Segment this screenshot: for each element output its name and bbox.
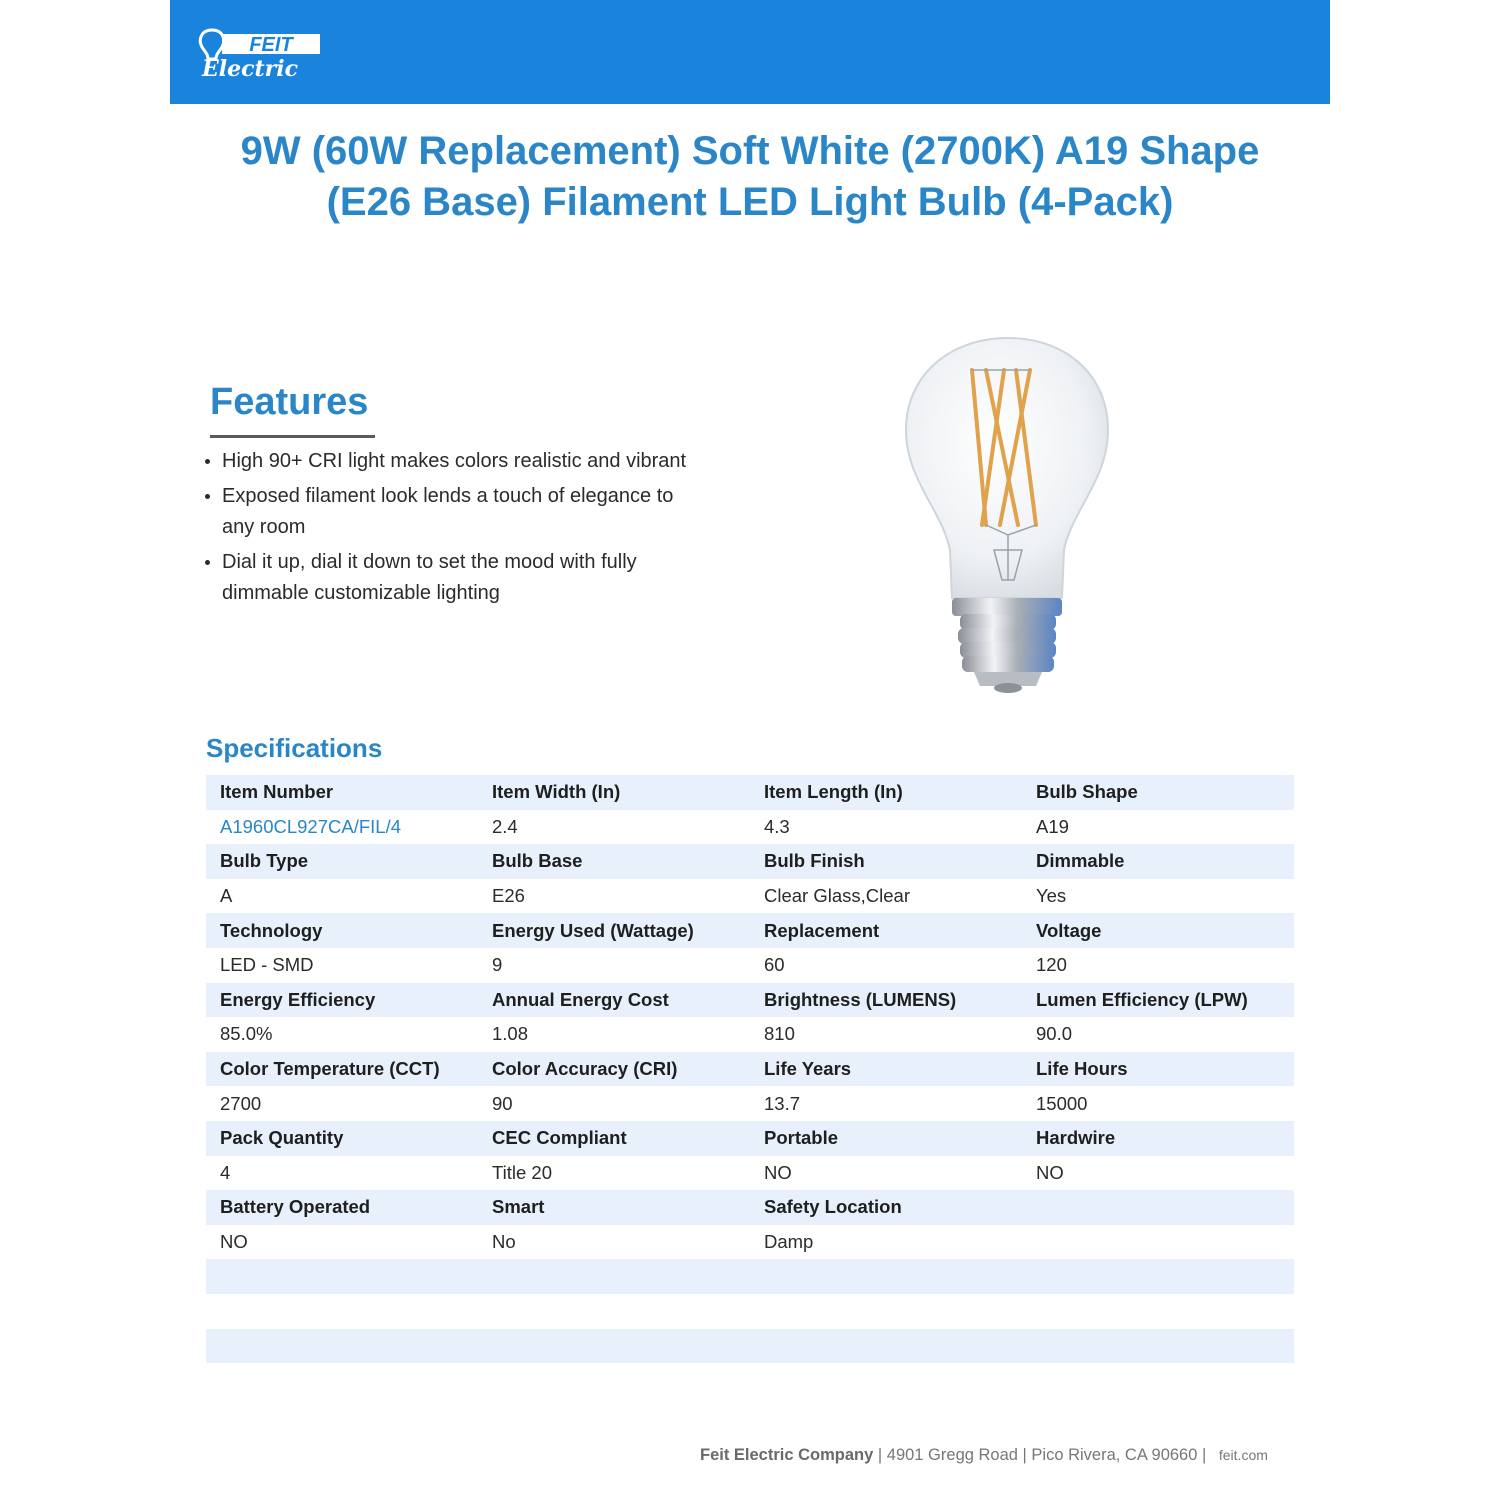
spec-label: Battery Operated [206, 1190, 478, 1225]
spec-value: 2700 [206, 1086, 478, 1121]
spec-value: 2.4 [478, 810, 750, 845]
spec-value: NO [206, 1225, 478, 1260]
footer-website-link[interactable]: feit.com [1218, 1447, 1268, 1463]
svg-text:Electric: Electric [202, 56, 299, 82]
spec-label-row [206, 1121, 1294, 1156]
spec-empty-row [206, 1329, 1294, 1364]
spec-label: Item Length (In) [750, 775, 1022, 810]
spec-label-row [206, 1052, 1294, 1087]
spec-label: Replacement [750, 913, 1022, 948]
spec-value: 9 [478, 948, 750, 983]
spec-label-row [206, 913, 1294, 948]
features-heading: Features [210, 381, 369, 423]
spec-value: 4 [206, 1156, 478, 1191]
feature-item: Dial it up, dial it down to set the mood with fully dimmable customizable lighting [203, 547, 703, 610]
product-title-line2: (E26 Base) Filament LED Light Bulb (4-Pack) [326, 180, 1174, 224]
spec-empty-row [206, 1259, 1294, 1294]
spec-label: Color Temperature (CCT) [206, 1052, 478, 1087]
spec-label: CEC Compliant [478, 1121, 750, 1156]
spec-value: 90.0 [1022, 1017, 1294, 1052]
product-title-line1: 9W (60W Replacement) Soft White (2700K) A19 Shape [240, 129, 1260, 173]
spec-label: Smart [478, 1190, 750, 1225]
spec-value: 90 [478, 1086, 750, 1121]
spec-label-row [206, 983, 1294, 1018]
spec-value: 120 [1022, 948, 1294, 983]
spec-value [1022, 1225, 1294, 1260]
spec-label: Safety Location [750, 1190, 1022, 1225]
spec-label: Item Width (In) [478, 775, 750, 810]
spec-value-row [206, 1225, 1294, 1260]
spec-value: A19 [1022, 810, 1294, 845]
spec-value: Title 20 [478, 1156, 750, 1191]
item-number-link[interactable]: A1960CL927CA/FIL/4 [206, 810, 478, 845]
spec-value-row [206, 879, 1294, 914]
footer-address: | 4901 Gregg Road | Pico Rivera, CA 90660 | [873, 1446, 1211, 1464]
spec-empty-row [206, 1294, 1294, 1329]
spec-value-row [206, 1017, 1294, 1052]
spec-label [1022, 1190, 1294, 1225]
spec-value: Damp [750, 1225, 1022, 1260]
spec-label: Color Accuracy (CRI) [478, 1052, 750, 1087]
footer [700, 1446, 1300, 1465]
features-list [203, 446, 703, 613]
spec-value-row [206, 810, 1294, 845]
spec-value-row [206, 1156, 1294, 1191]
spec-label: Pack Quantity [206, 1121, 478, 1156]
feature-item: High 90+ CRI light makes colors realistic and vibrant [203, 446, 703, 478]
spec-value: 85.0% [206, 1017, 478, 1052]
spec-label-row [206, 775, 1294, 810]
spec-label: Life Years [750, 1052, 1022, 1087]
spec-label: Bulb Type [206, 844, 478, 879]
spec-label: Bulb Base [478, 844, 750, 879]
header-banner [170, 0, 1330, 104]
spec-label-row [206, 844, 1294, 879]
spec-value: NO [750, 1156, 1022, 1191]
spec-label: Hardwire [1022, 1121, 1294, 1156]
spec-value: 60 [750, 948, 1022, 983]
specifications-table [206, 775, 1294, 1363]
spec-value: 13.7 [750, 1086, 1022, 1121]
feit-electric-logo [198, 26, 328, 82]
spec-value-row [206, 948, 1294, 983]
light-bulb-image [890, 330, 1130, 700]
spec-label-row [206, 1190, 1294, 1225]
spec-label: Bulb Finish [750, 844, 1022, 879]
svg-text:FEIT: FEIT [249, 34, 293, 56]
spec-label: Energy Efficiency [206, 983, 478, 1018]
spec-value: 15000 [1022, 1086, 1294, 1121]
spec-value: 4.3 [750, 810, 1022, 845]
footer-company: Feit Electric Company [700, 1446, 874, 1464]
features-divider [210, 435, 375, 438]
spec-label: Brightness (LUMENS) [750, 983, 1022, 1018]
spec-label: Technology [206, 913, 478, 948]
spec-value-row [206, 1086, 1294, 1121]
spec-value: Yes [1022, 879, 1294, 914]
spec-label: Voltage [1022, 913, 1294, 948]
spec-label: Portable [750, 1121, 1022, 1156]
spec-value: NO [1022, 1156, 1294, 1191]
spec-value: 1.08 [478, 1017, 750, 1052]
spec-label: Lumen Efficiency (LPW) [1022, 983, 1294, 1018]
spec-label: Energy Used (Wattage) [478, 913, 750, 948]
spec-value: No [478, 1225, 750, 1260]
spec-label: Annual Energy Cost [478, 983, 750, 1018]
spec-value: 810 [750, 1017, 1022, 1052]
specifications-heading: Specifications [206, 733, 383, 763]
spec-value: Clear Glass,Clear [750, 879, 1022, 914]
product-title [150, 126, 1350, 228]
spec-label: Life Hours [1022, 1052, 1294, 1087]
spec-value: A [206, 879, 478, 914]
spec-label: Bulb Shape [1022, 775, 1294, 810]
spec-value: E26 [478, 879, 750, 914]
spec-label: Item Number [206, 775, 478, 810]
spec-label: Dimmable [1022, 844, 1294, 879]
spec-value: LED - SMD [206, 948, 478, 983]
feature-item: Exposed filament look lends a touch of elegance to any room [203, 481, 703, 544]
